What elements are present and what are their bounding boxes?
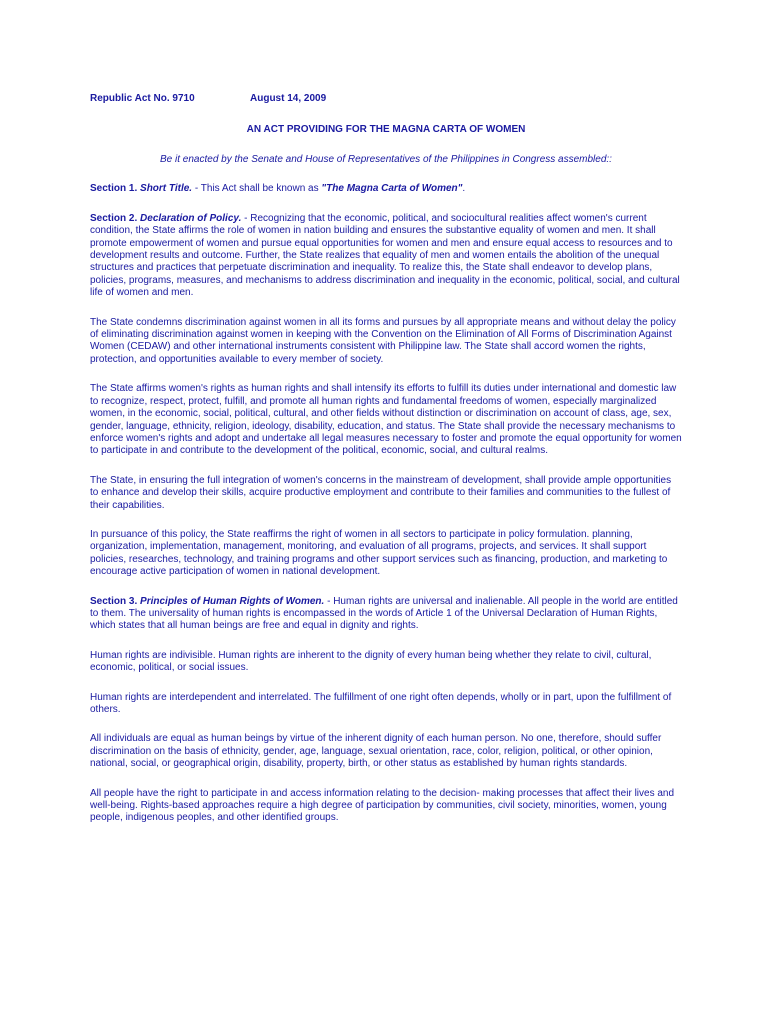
section-2 [90,213,682,300]
act-number: Republic Act No. 9710 [90,93,195,104]
section-3-heading: Principles of Human Rights of Women. [140,595,325,607]
section-3-label: Section 3. [90,595,138,607]
document-page [90,93,682,825]
section-2-label: Section 2. [90,212,138,224]
section-3-paragraph: All individuals are equal as human beings by virtue of the inherent dignity of each human person. No one, therefore, should suffer discrimination on the basis of ethnicity, gender, age, language, sexual orientation, race, color, religion, political, or other opinion, national, social, or geographical origin, disability, property, birth, or other status as established by human rights standards. [90,733,662,770]
section-3 [90,596,682,633]
section-3-text: - Human rights are universal and inalienable. All people in the world are entitled to them. The universality of human rights is encompassed in the words of Article 1 of the Universal Declaration of Human Rights, which states that all human beings are free and equal in dignity and rights. [90,595,678,632]
section-1-text: - This Act shall be known as [192,183,322,195]
section-1-text-end: . [462,183,466,195]
enacting-clause: Be it enacted by the Senate and House of Representatives of the Philippines in Congress assembled:: [160,154,612,165]
section-2-paragraph: The State condemns discrimination against women in all its forms and pursues by all appropriate means and without delay the policy of eliminating discrimination against women in keeping with the Convention on the Elimination of All Forms of Discrimination Against Women (CEDAW) and other international instruments consistent with Philippine law. The State shall accord women the rights, protection, and opportunities available to every member of society. [90,316,676,365]
section-2-paragraph: In pursuance of this policy, the State reaffirms the right of women in all sectors to participate in policy formulation. planning, organization, implementation, management, monitoring, and evaluation of all programs, projects, and services. It shall support policies, researches, technology, and training programs and other support services such as financing, production, and marketing to encourage active participation of women in national development. [90,528,668,578]
act-header [90,93,682,107]
section-1 [90,183,682,195]
section-2-paragraph: The State affirms women's rights as human rights and shall intensify its efforts to fulfill its duties under international and domestic law to recognize, respect, protect, fulfill, and promote all human rights and fundamental freedoms of women, especially marginalized women, in the economic, social, political, cultural, and other fields without distinction or discrimination on account of class, age, sex, gender, language, ethnicity, religion, ideology, disability, education, and status. The State shall provide the necessary mechanisms to enforce women's rights and adopt and undertake all legal measures necessary to foster and promote the equal opportunity for women to participate in and contribute to the development of the political, economic, social, and cultural realms. [90,383,682,457]
act-title: AN ACT PROVIDING FOR THE MAGNA CARTA OF WOMEN [246,124,526,135]
section-2-paragraph: The State, in ensuring the full integration of women's concerns in the mainstream of development, shall provide ample opportunities to enhance and develop their skills, acquire productive employment and contribute to their families and communities to the fullest of their capabilities. [90,474,672,511]
section-3-paragraph: Human rights are interdependent and interrelated. The fulfillment of one right often depends, wholly or in part, upon the fulfillment of others. [90,691,672,715]
section-1-heading: Short Title. [140,183,193,195]
section-1-quote: "The Magna Carta of Women" [321,183,463,195]
section-3-paragraph: Human rights are indivisible. Human rights are inherent to the dignity of every human being whether they relate to civil, cultural, economic, political, or social issues. [90,649,652,674]
act-date: August 14, 2009 [250,93,327,104]
section-2-text: - Recognizing that the economic, political, and sociocultural realities affect women's current condition, the State affirms the role of women in nation building and ensures the substantive equality of women and men. It shall promote empowerment of women and pursue equal opportunities for women and men and ensure equal access to resources and to development results and outcome. Further, the State realizes that equality of men and women entails the abolition of the unequal structures and practices that perpetuate discrimination and inequality. To realize this, the State shall endeavor to develop plans, policies, programs, measures, and mechanisms to address discrimination and inequality in the economic, political, social, and cultural life of women and men. [90,212,680,299]
section-3-paragraph: All people have the right to participate in and access information relating to the decision- making processes that affect their lives and well-being. Rights-based approaches require a high degree of participation by communities, civil society, minorities, women, young people, indigenous peoples, and other identified groups. [90,787,675,824]
section-2-heading: Declaration of Policy. [140,212,242,224]
section-1-label: Section 1. [90,183,138,195]
